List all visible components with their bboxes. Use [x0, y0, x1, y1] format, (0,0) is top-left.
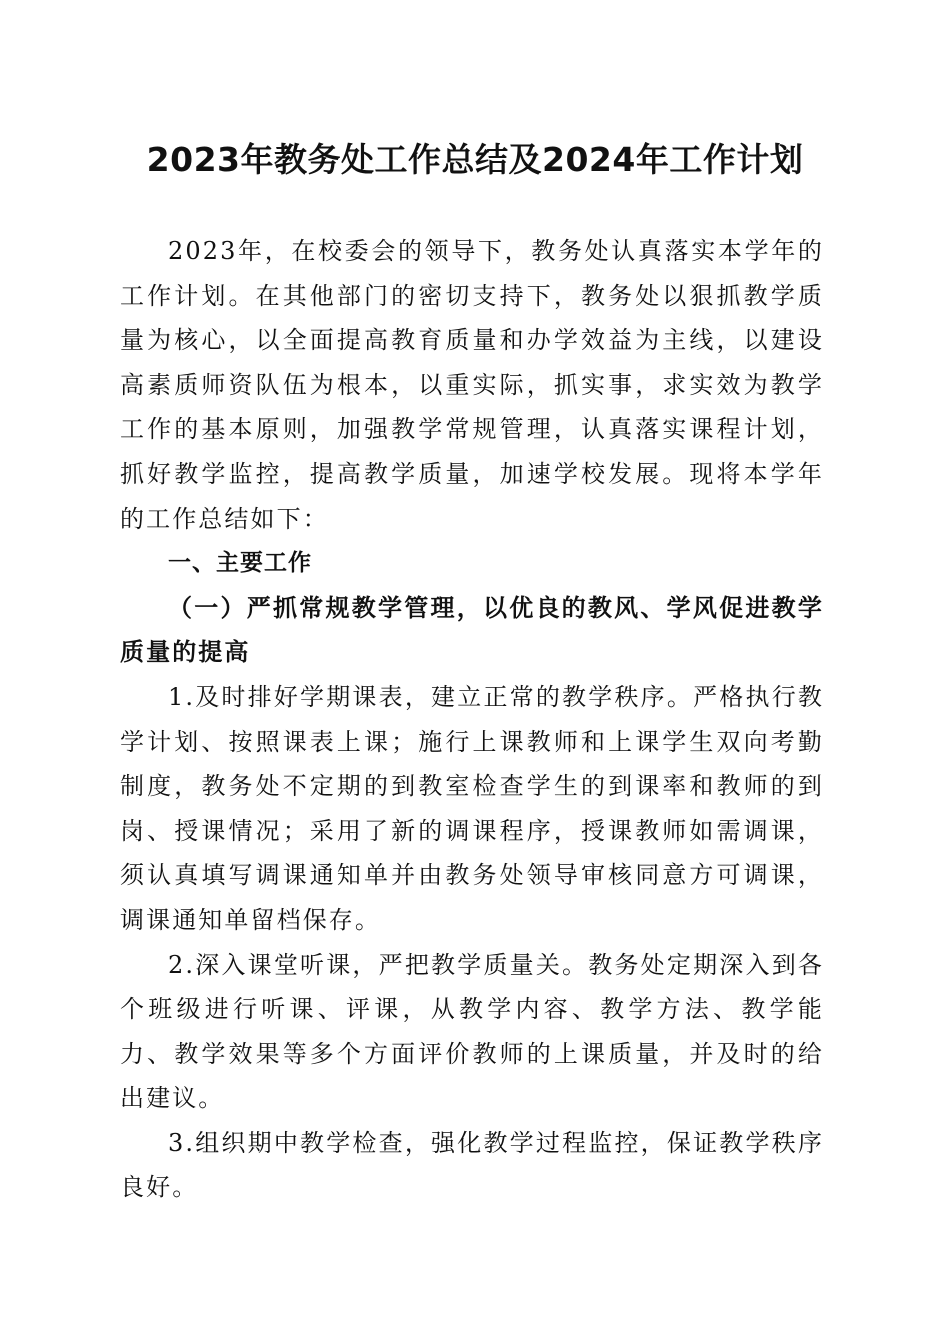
document-body [120, 229, 824, 1210]
subsection-heading: （一）严抓常规教学管理，以优良的教风、学风促进教学质量的提高 [120, 592, 824, 667]
list-item: 2.深入课堂听课，严把教学质量关。教务处定期深入到各个班级进行听课、评课，从教学内容、教学方法、教学能力、教学效果等多个方面评价教师的上课质量，并及时的给出建议。 [120, 950, 824, 1113]
section-heading: 一、主要工作 [168, 550, 312, 577]
document-title: 2023年教务处工作总结及2024年工作计划 [146, 140, 804, 179]
list-item: 3.组织期中教学检查，强化教学过程监控，保证教学秩序良好。 [120, 1128, 824, 1202]
intro-paragraph: 2023年，在校委会的领导下，教务处认真落实本学年的工作计划。在其他部门的密切支持下，教务处以狠抓教学质量为核心，以全面提高教育质量和办学效益为主线，以建设高素质师资队伍为根本，以重实际，抓实事，求实效为教学工作的基本原则，加强教学常规管理，认真落实课程计划，抓好教学监控，提高教学质量，加速学校发展。现将本学年的工作总结如下： [120, 237, 824, 533]
list-item: 1.及时排好学期课表，建立正常的教学秩序。严格执行教学计划、按照课表上课；施行上课教师和上课学生双向考勤制度，教务处不定期的到教室检查学生的到课率和教师的到岗、授课情况；采用了新的调课程序，授课教师如需调课，须认真填写调课通知单并由教务处领导审核同意方可调课，调课通知单留档保存。 [120, 682, 824, 934]
